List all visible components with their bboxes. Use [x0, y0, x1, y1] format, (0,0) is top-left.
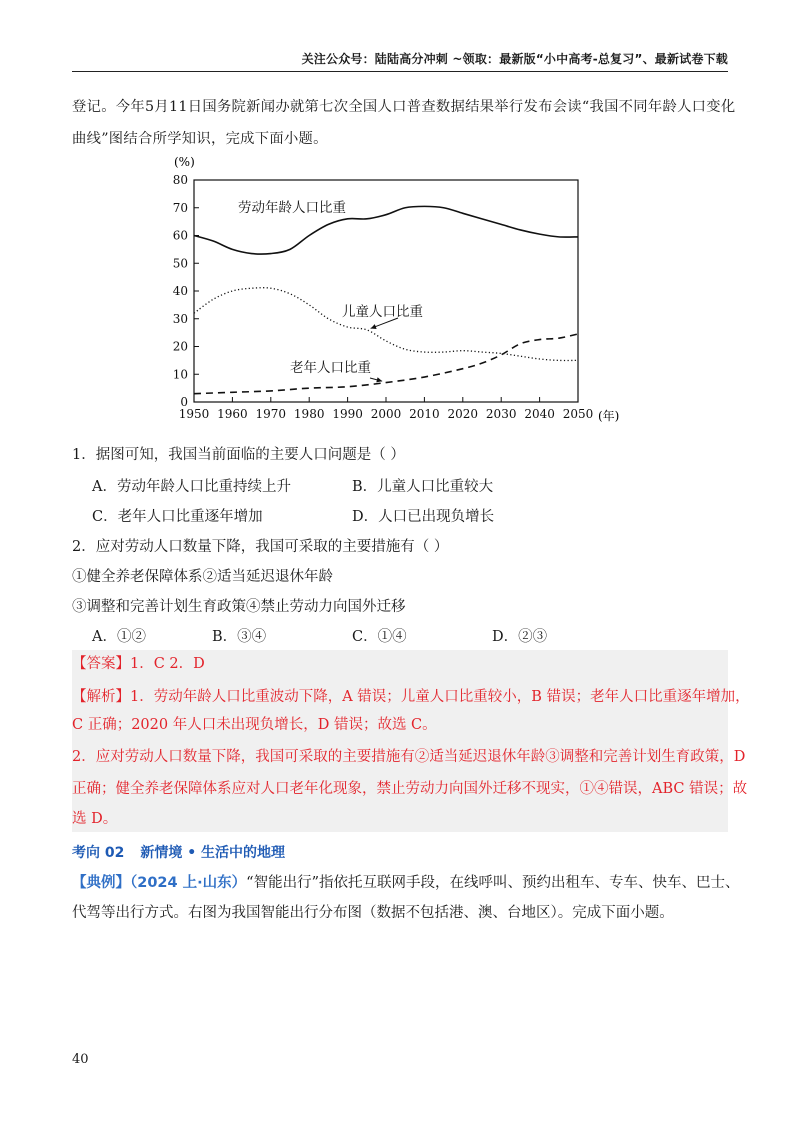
answer-text: 1．C 2．D [130, 656, 205, 672]
page-header: 关注公众号：陆陆高分冲刺 ~领取：最新版“小中高考-总复习”、最新试卷下载 [301, 52, 728, 66]
analysis-line-3: 2．应对劳动人口数量下降，我国可采取的主要措施有②适当延迟退休年龄③调整和完善计划生育政策，D [72, 749, 746, 765]
y-tick-label: 20 [172, 339, 188, 354]
y-tick-label: 80 [172, 173, 188, 187]
analysis-line-2: C 正确；2020 年人口未出现负增长，D 错误；故选 C。 [72, 717, 437, 733]
analysis-line-5: 选 D。 [72, 811, 118, 827]
series-line-elderly [194, 334, 578, 394]
section-heading [72, 842, 301, 862]
header-divider [72, 71, 728, 72]
q2-stem: 2．应对劳动人口数量下降，我国可采取的主要措施有（ ） [72, 539, 449, 555]
y-tick-label: 50 [172, 256, 188, 271]
x-tick-label: 2010 [409, 407, 440, 421]
x-tick-label: 2000 [370, 407, 402, 421]
analysis-row-1 [72, 686, 750, 708]
chart-axes [173, 173, 594, 421]
section-title-text: 新情境 • 生活中的地理 [140, 845, 286, 861]
q2-statement-1: ①健全养老保障体系②适当延迟退休年龄 [72, 569, 333, 585]
series-label-working-age: 劳动年龄人口比重 [238, 200, 346, 216]
answer-panel [72, 650, 728, 832]
series-label-children: 儿童人口比重 [342, 304, 423, 320]
y-tick-label: 10 [172, 367, 188, 382]
analysis-line-1: 1．劳动年龄人口比重波动下降，A 错误；儿童人口比重较小，B 错误；老年人口比重逐年增加， [130, 689, 750, 705]
q1-option-c: C．老年人口比重逐年增加 [92, 509, 263, 525]
example-line-1 [72, 872, 740, 894]
analysis-label: 【解析】 [72, 689, 130, 705]
q1-stem: 1．据图可知，我国当前面临的主要人口问题是（ ） [72, 447, 405, 463]
intro-line-1: 登记。今年5月11日国务院新闻办就第七次全国人口普查数据结果举行发布会读“我国不同年龄人口变化 [72, 99, 736, 115]
q2-statement-2: ③调整和完善计划生育政策④禁止劳动力向国外迁移 [72, 599, 406, 615]
y-tick-label: 0 [180, 395, 188, 409]
x-tick-label: 1990 [332, 407, 363, 421]
elderly-label-arrow-head [376, 377, 382, 382]
x-tick-label: 2050 [562, 407, 594, 421]
x-tick-label: 1960 [217, 407, 248, 421]
page-number: 40 [72, 1052, 89, 1067]
q2-option-a: A．①② [92, 629, 146, 645]
population-age-chart [160, 152, 640, 432]
example-source: （2024 上·山东） [130, 875, 247, 891]
q2-option-c: C．①④ [352, 629, 407, 645]
y-axis-unit-label: (%) [174, 155, 195, 169]
x-tick-label: 1970 [255, 407, 287, 421]
x-axis-unit-label: (年) [598, 409, 620, 423]
x-tick-label: 2040 [524, 407, 555, 421]
intro-line-2: 曲线”图结合所学知识，完成下面小题。 [72, 131, 328, 147]
x-tick-label: 2020 [447, 407, 479, 421]
section-code: 考向 02 [72, 845, 125, 861]
y-tick-label: 30 [172, 311, 188, 326]
q1-option-d: D．人口已出现负增长 [352, 509, 495, 525]
x-tick-label: 1980 [293, 407, 325, 421]
series-line-children [194, 288, 578, 361]
analysis-line-4: 正确；健全养老保障体系应对人口老年化现象，禁止劳动力向国外迁移不现实，①④错误，ABC 错误；故 [72, 781, 748, 797]
example-line-2: 代驾等出行方式。右图为我国智能出行分布图（数据不包括港、澳、台地区）。完成下面小题。 [72, 905, 674, 921]
y-tick-label: 70 [172, 200, 188, 215]
example-label: 【典例】 [72, 875, 130, 891]
chart-series-layer [194, 206, 578, 393]
q2-option-d: D．②③ [492, 629, 548, 645]
q1-option-b: B．儿童人口比重较大 [352, 479, 494, 495]
y-tick-label: 40 [172, 284, 188, 298]
answer-label: 【答案】 [72, 656, 130, 672]
example-text-1: “智能出行”指依托互联网手段，在线呼叫、预约出租车、专车、快车、巴士、 [246, 875, 740, 891]
x-tick-label: 1950 [178, 407, 210, 421]
q2-option-b: B．③④ [212, 629, 267, 645]
series-label-elderly: 老年人口比重 [290, 360, 371, 376]
answer-row [72, 653, 205, 675]
q1-option-a: A．劳动年龄人口比重持续上升 [92, 479, 291, 495]
y-tick-label: 60 [172, 228, 188, 243]
x-tick-label: 2030 [485, 407, 517, 421]
